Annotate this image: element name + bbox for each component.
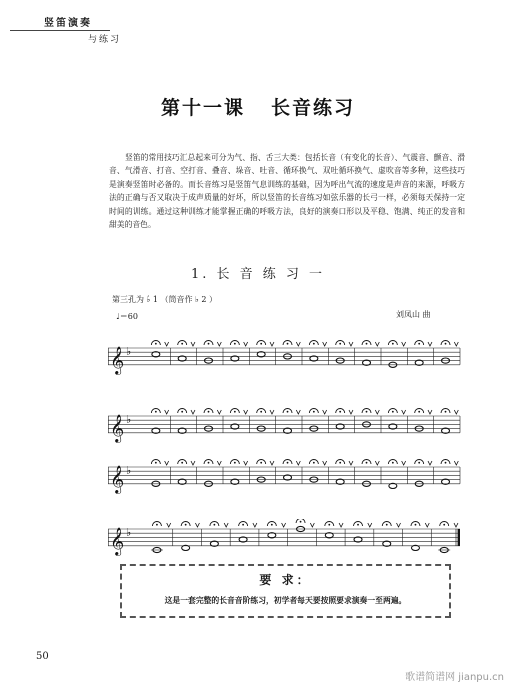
- tempo-marking: ♩＝60: [116, 312, 138, 321]
- breath-mark: [244, 410, 248, 414]
- breath-mark: [191, 461, 195, 465]
- breath-mark: [165, 410, 169, 414]
- fermata-dot: [185, 524, 187, 526]
- fermata-dot: [208, 411, 210, 413]
- fermata-dot: [386, 524, 388, 526]
- intro-paragraph: 竖笛的常用技巧汇总起来可分为气、指、舌三大类：包括长音（有变化的长音）、气震音、颤音、滑音、气滑音、打音、空打音、叠音、垛音、吐音、循环换气、双吐循环换气、虚吹音等多种，这些技巧是演奏竖笛时必备的。而长音练习是竖笛气息训练的基础，因为呼出气流的速度是声音的来源，呼吸方法的正确与否又取决于成声质量的好坏，所以竖笛的长音练习如弦乐器的长弓一样，必须每天保持一定时间的训练。通过这种训练才能掌握正确的呼吸方法，良好的演奏口形以及平稳、饱满、纯正的发音和甜美的音色。: [109, 153, 465, 230]
- breath-mark: [349, 461, 353, 465]
- fermata-dot: [445, 343, 447, 345]
- breath-mark: [270, 461, 274, 465]
- fermata-dot: [415, 524, 417, 526]
- breath-mark: [375, 342, 379, 346]
- key-flat: ♭: [126, 464, 132, 478]
- fermata-dot: [392, 462, 394, 464]
- fermata-dot: [392, 343, 394, 345]
- fermata-dot: [418, 343, 420, 345]
- fermata-dot: [339, 411, 341, 413]
- final-thick-barline: [458, 529, 460, 546]
- breath-mark: [428, 410, 432, 414]
- fermata-dot: [181, 343, 183, 345]
- fermata-dot: [287, 411, 289, 413]
- fermata-dot: [287, 343, 289, 345]
- fermata-dot: [155, 411, 157, 413]
- breath-mark: [454, 523, 458, 527]
- treble-clef: 𝄞: [110, 345, 125, 374]
- page-number: 50: [36, 651, 49, 662]
- staff-1: [108, 338, 466, 380]
- staff-2: [108, 406, 466, 448]
- breath-mark: [270, 342, 274, 346]
- staff-3: [108, 457, 466, 499]
- key-flat: ♭: [126, 413, 132, 427]
- fermata-dot: [300, 521, 302, 523]
- breath-mark: [375, 410, 379, 414]
- fermata-dot: [260, 462, 262, 464]
- fermata-dot: [328, 524, 330, 526]
- breath-mark: [244, 342, 248, 346]
- breath-mark: [310, 523, 314, 527]
- staff-4: [108, 519, 466, 561]
- fermata-dot: [357, 524, 359, 526]
- breath-mark: [425, 523, 429, 527]
- breath-mark: [402, 342, 406, 346]
- fermata-dot: [234, 411, 236, 413]
- breath-mark: [296, 342, 300, 346]
- breath-mark: [428, 461, 432, 465]
- fermata-dot: [213, 524, 215, 526]
- fermata-dot: [445, 411, 447, 413]
- breath-mark: [454, 410, 458, 414]
- breath-mark: [296, 410, 300, 414]
- breath-mark: [402, 461, 406, 465]
- fermata-dot: [287, 462, 289, 464]
- fermata-dot: [234, 343, 236, 345]
- fermata-dot: [155, 462, 157, 464]
- fermata-dot: [271, 524, 273, 526]
- breath-mark: [454, 342, 458, 346]
- fermata-dot: [181, 411, 183, 413]
- lesson-number: 第十一课: [160, 97, 245, 119]
- breath-mark: [282, 523, 286, 527]
- exercise-title: 1. 长 音 练 习 一: [190, 267, 326, 282]
- fermata-dot: [366, 343, 368, 345]
- fermata-dot: [443, 524, 445, 526]
- breath-mark: [323, 342, 327, 346]
- fermata-dot: [260, 343, 262, 345]
- fermata-dot: [234, 462, 236, 464]
- fermata-dot: [181, 462, 183, 464]
- lesson-title: [0, 93, 516, 120]
- fermata-dot: [208, 462, 210, 464]
- fermata-dot: [445, 462, 447, 464]
- breath-mark: [270, 410, 274, 414]
- breath-mark: [165, 342, 169, 346]
- fermata-dot: [339, 343, 341, 345]
- breath-mark: [323, 410, 327, 414]
- breath-mark: [217, 410, 221, 414]
- breath-mark: [167, 523, 171, 527]
- fermata-dot: [418, 462, 420, 464]
- fermata-dot: [366, 462, 368, 464]
- fermata-dot: [155, 343, 157, 345]
- treble-clef: 𝄞: [110, 413, 125, 442]
- requirements-text: 这是一套完整的长音音阶练习，初学者每天要按照要求演奏一至两遍。: [164, 596, 407, 605]
- breath-mark: [217, 342, 221, 346]
- fermata-dot: [242, 524, 244, 526]
- treble-clef: 𝄞: [110, 526, 125, 555]
- treble-clef: 𝄞: [110, 464, 125, 493]
- requirements-title: 要 求：: [259, 573, 312, 587]
- breath-mark: [244, 461, 248, 465]
- breath-mark: [191, 342, 195, 346]
- breath-mark: [454, 461, 458, 465]
- header-rule: [10, 30, 110, 31]
- breath-mark: [349, 342, 353, 346]
- fermata-dot: [313, 411, 315, 413]
- breath-mark: [349, 410, 353, 414]
- fermata-dot: [418, 411, 420, 413]
- fermata-dot: [392, 411, 394, 413]
- breath-mark: [323, 461, 327, 465]
- breath-mark: [368, 523, 372, 527]
- key-flat: ♭: [126, 526, 132, 540]
- series-title: 竖笛演奏: [44, 18, 92, 29]
- fermata-dot: [313, 343, 315, 345]
- fermata-dot: [366, 411, 368, 413]
- breath-mark: [339, 523, 343, 527]
- lesson-name: 长音练习: [271, 97, 356, 119]
- requirements-box: [120, 564, 451, 618]
- breath-mark: [253, 523, 257, 527]
- fermata-dot: [313, 462, 315, 464]
- breath-mark: [428, 342, 432, 346]
- breath-mark: [402, 410, 406, 414]
- breath-mark: [375, 461, 379, 465]
- fermata-dot: [339, 462, 341, 464]
- breath-mark: [296, 461, 300, 465]
- breath-mark: [397, 523, 401, 527]
- watermark: 歌谱简谱网 jianpu.cn: [405, 672, 504, 683]
- running-header: [0, 6, 190, 46]
- series-subtitle: 与练习: [88, 35, 122, 45]
- breath-mark: [165, 461, 169, 465]
- fermata-dot: [208, 343, 210, 345]
- breath-mark: [217, 461, 221, 465]
- breath-mark: [191, 410, 195, 414]
- fermata-dot: [156, 524, 158, 526]
- breath-mark: [195, 523, 199, 527]
- key-flat: ♭: [126, 345, 132, 359]
- fingering-note: 第三孔为 ♭̇ 1 （筒音作 ♭ 2 ）: [112, 295, 217, 304]
- breath-mark: [224, 523, 228, 527]
- fermata-dot: [260, 411, 262, 413]
- composer-credit: 刘凤山 曲: [396, 310, 431, 319]
